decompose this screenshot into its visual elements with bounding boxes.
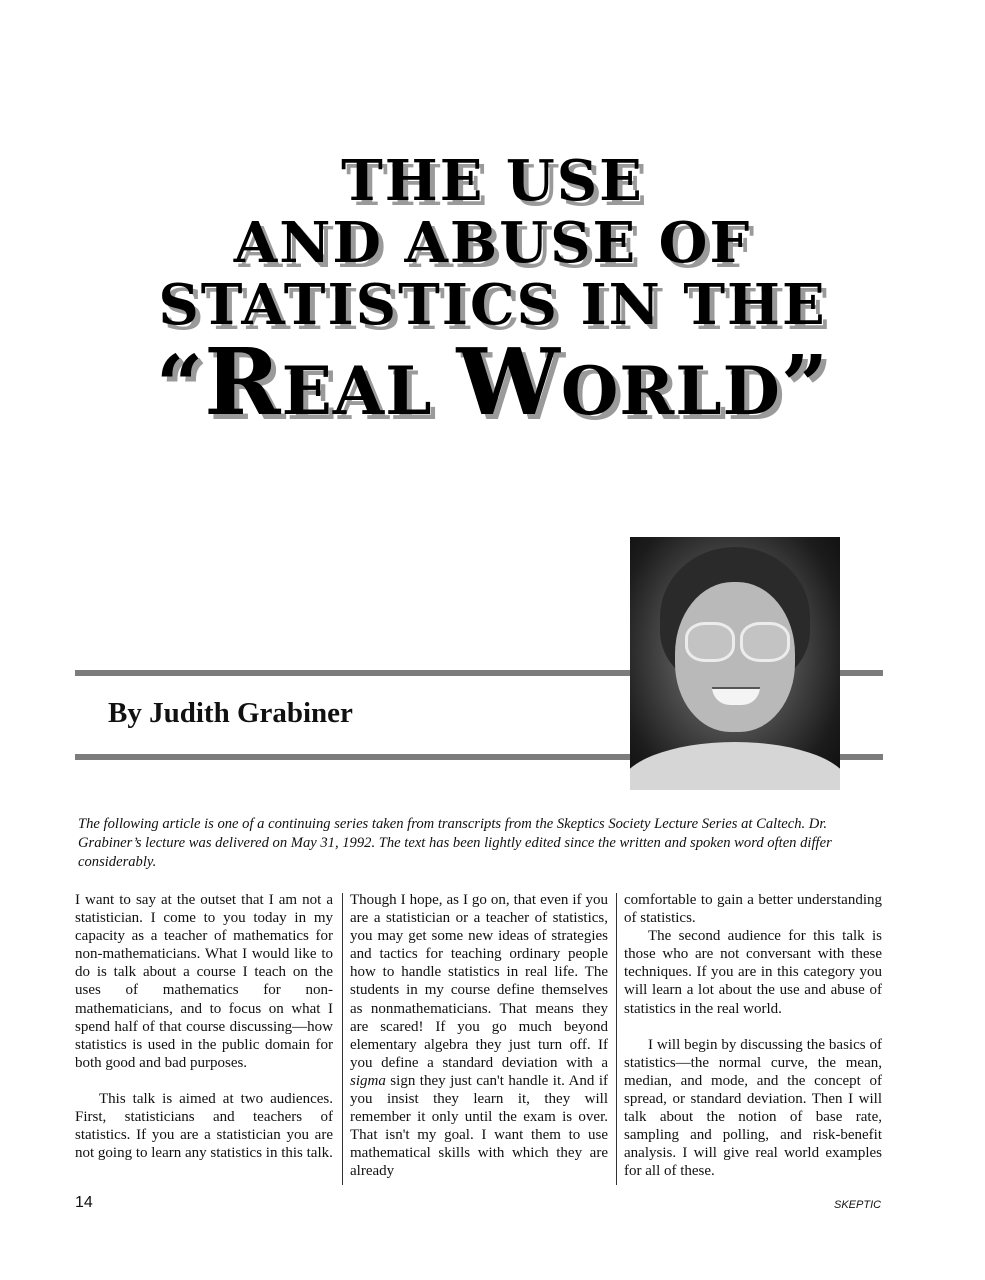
title-w-rest: ORLD: [560, 352, 781, 430]
author-photo: [630, 537, 840, 790]
title-r-rest: EAL: [281, 352, 457, 430]
page-number: 14: [75, 1194, 93, 1211]
col2-paragraph-1: Though I hope, as I go on, that even if you are a statistician or a teacher of statistics, you may get some new ideas of strategies and tactics for teaching ordinary people how to handle statistics in real life. The students in my course define themselves as nonmathematicians. That means they are scared! If you go much beyond elementary algebra they just turn off. If you define a standard deviation with a sigma sign they just can't handle it. And if you insist they learn it, they will remember it only until the exam is over. That isn't my goal. I want them to use mathematical skills with which they are already: [350, 892, 608, 1180]
article-title: [0, 150, 985, 437]
col3-paragraph-2: The second audience for this talk is those who are not conversant with these techniques. If you are in this category you will learn a lot about the use and abuse of statistics in the real world.: [624, 928, 882, 1017]
col1-paragraph-2: This talk is aimed at two audiences. First, statisticians and teachers of statistics. If you are a statistician you are not going to learn any statistics in this talk.: [75, 1090, 333, 1162]
column-1: [75, 891, 333, 1162]
column-3: [624, 891, 882, 1180]
sigma-word: sigma: [350, 1072, 386, 1089]
col3-paragraph-3: I will begin by discussing the basics of statistics—the normal curve, the mean, median, and mode, and the concept of spread, or standard deviation. Then I will talk about the notion of base rate, sampling and polling, and risk-benefit analysis. I will give real world examples for all of these.: [624, 1036, 882, 1180]
title-line-4: [0, 328, 985, 437]
title-line-2: AND ABUSE OF: [233, 210, 752, 276]
title-r-cap: R: [204, 328, 282, 436]
col1-paragraph-1: I want to say at the outset that I am not a statistician. I come to you today in my capacity as a teacher of mathematics for non-mathematicians. What I would like to do is talk about a course I teach on the uses of mathematics for non-mathematicians, and to focus on what I spend half of that course discussing—how statistics is used in the public domain for both good and bad purposes.: [75, 892, 333, 1071]
column-2: [350, 891, 608, 1181]
title-w-cap: W: [456, 328, 561, 436]
title-close-quote: ”: [780, 338, 830, 434]
title-line-1: THE USE: [341, 148, 644, 214]
title-line-3: STATISTICS IN THE: [158, 272, 827, 338]
magazine-name: SKEPTIC: [834, 1199, 882, 1211]
col3-paragraph-1: comfortable to gain a better understanding of statistics.: [624, 892, 882, 927]
column-divider-2: [616, 893, 617, 1185]
byline: By Judith Grabiner: [108, 697, 353, 729]
intro-text: The following article is one of a continuing series taken from transcripts from the Skeptics Society Lecture Series at Caltech. Dr. Grabiner’s lecture was delivered on May 31, 1992. The text has been lightly edited since the written and spoken word often differ considerably.: [78, 816, 832, 870]
title-open-quote: “: [155, 338, 205, 434]
column-divider-1: [342, 893, 343, 1185]
